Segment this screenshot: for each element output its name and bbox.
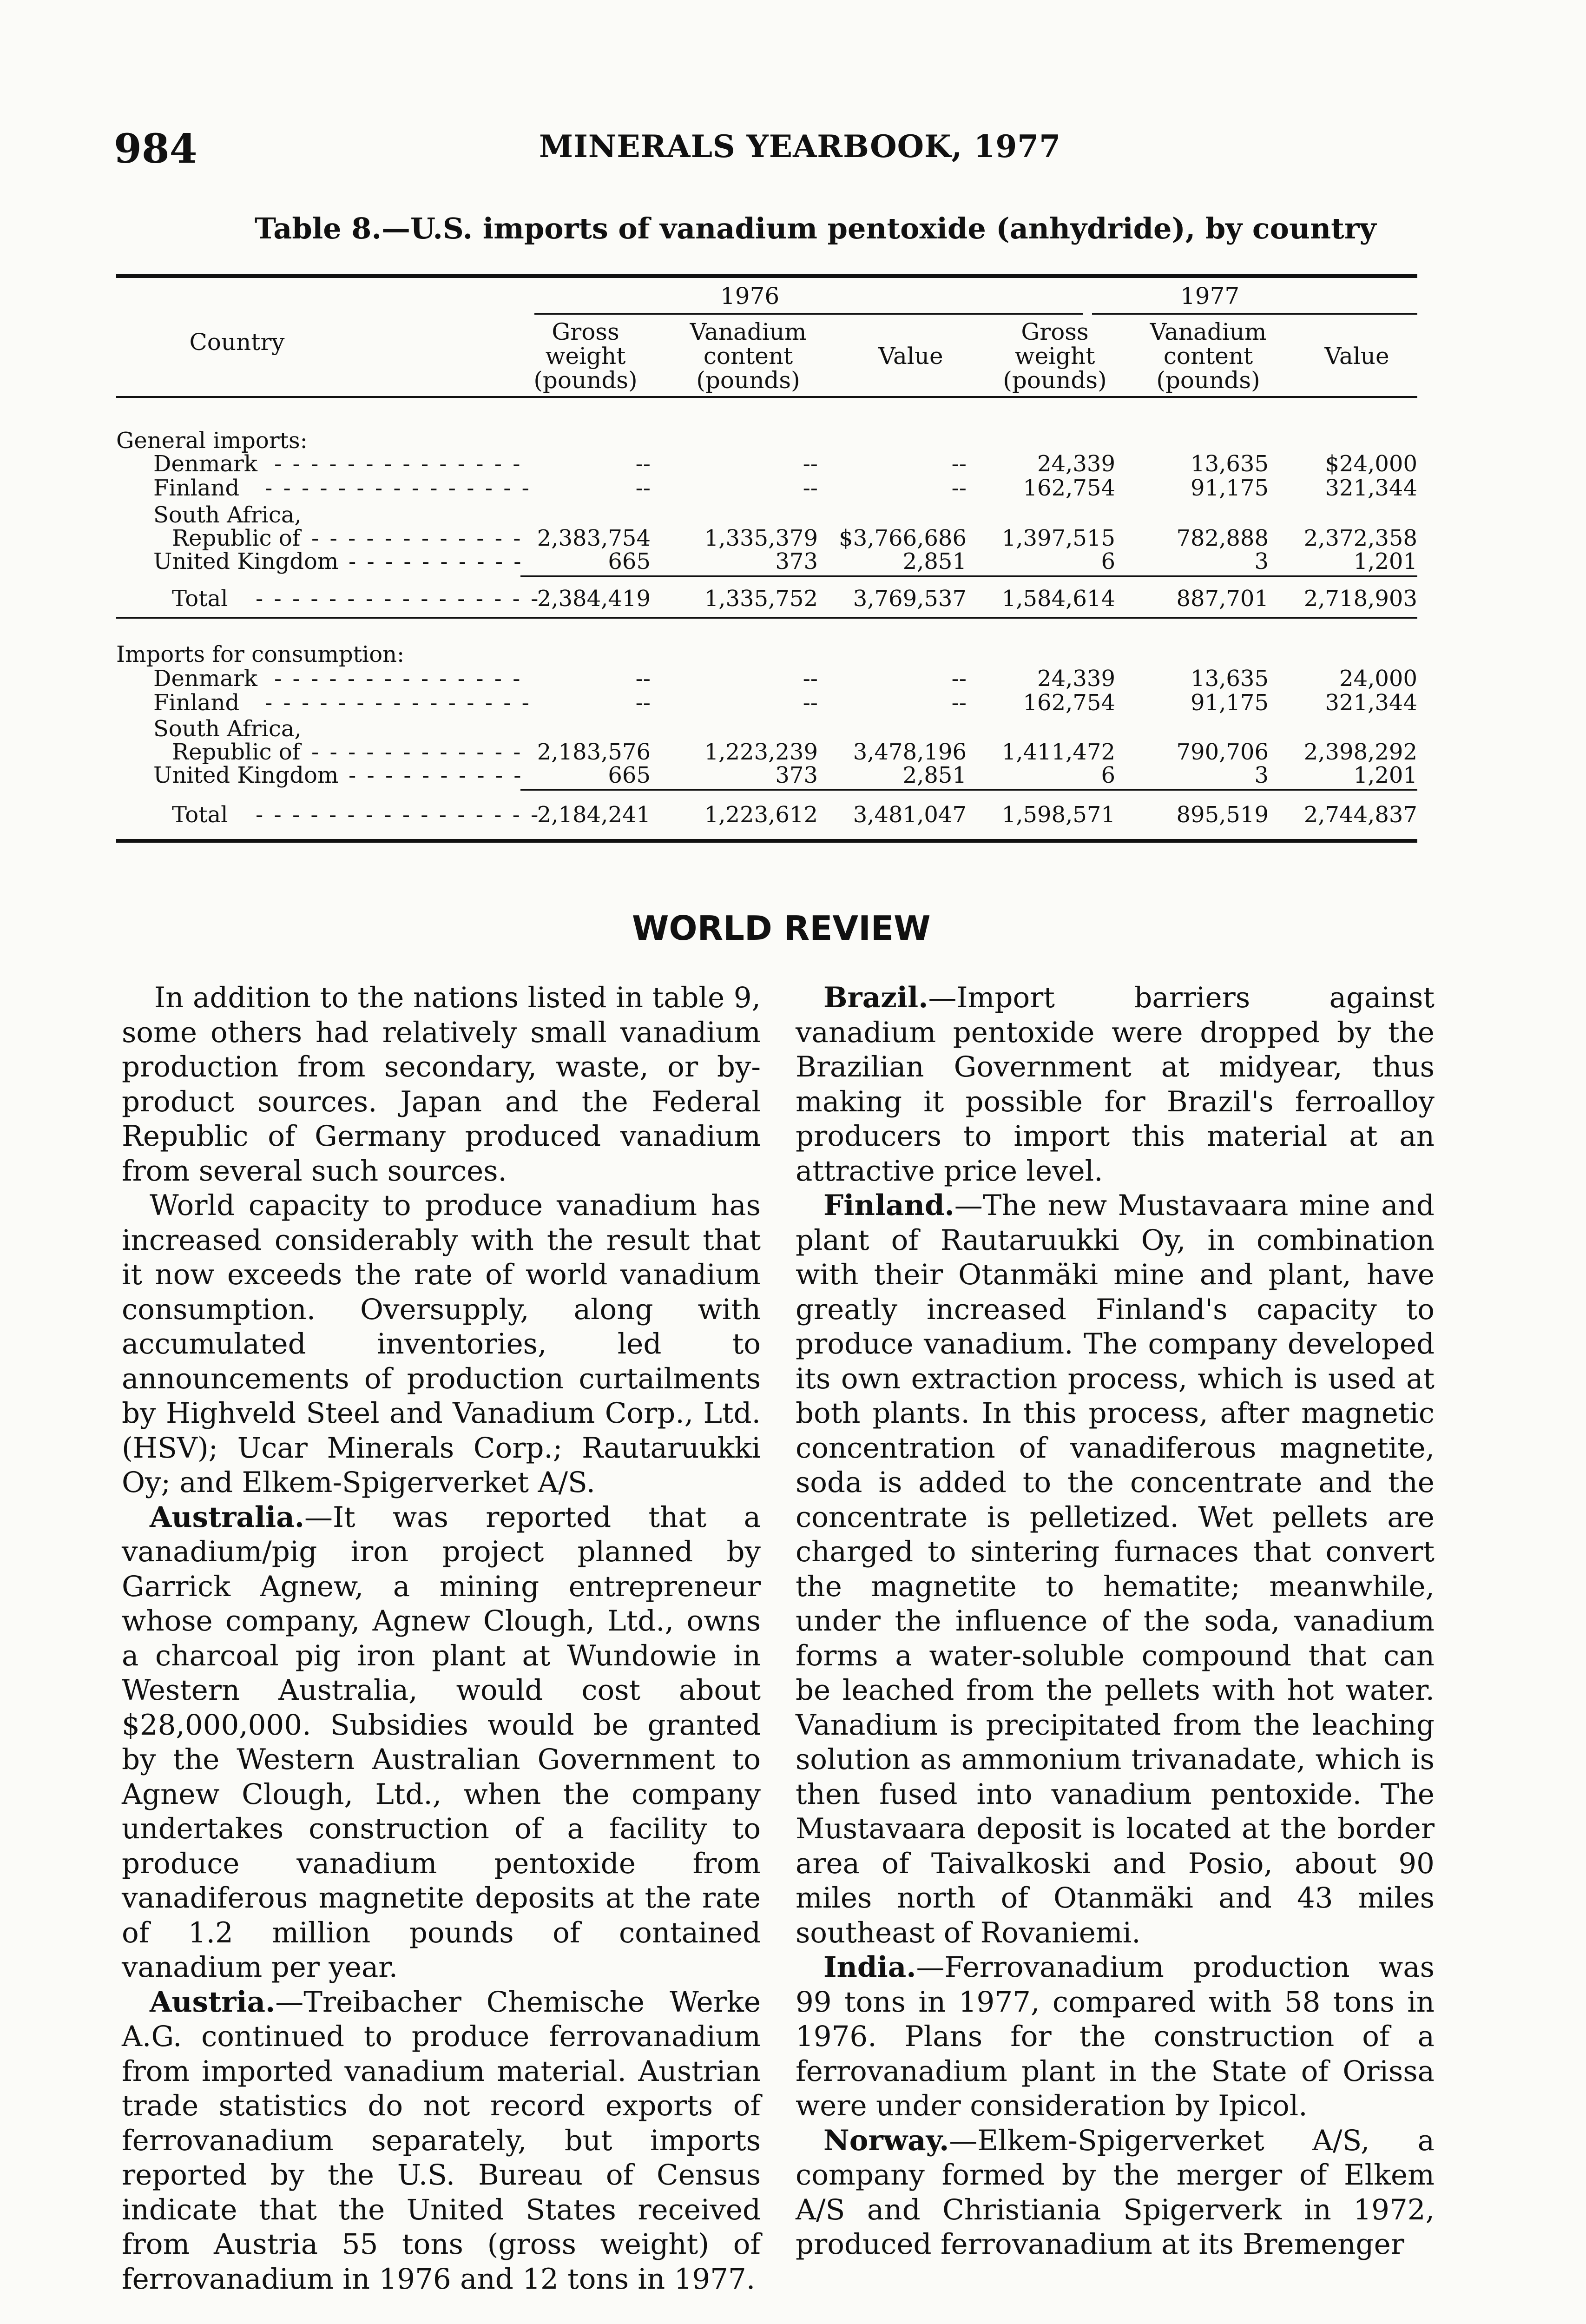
page-header [0, 125, 1586, 177]
total-row: Total - - - - - - - - - - - - - - - - 2,384,419 1,335,752 3,769,537 1,584,614 887,701 2,718,903 [172, 586, 1417, 612]
vanadium-content-1976-header: Vanadium content (pounds) [690, 318, 807, 394]
table-row: Finland - - - - - - - - - - - - - - - -- -- -- 162,754 91,175 321,344 [153, 475, 1417, 501]
table-title [255, 211, 1376, 245]
value-1977-header: Value [1324, 343, 1389, 370]
table-title-text: —U.S. imports of vanadium pentoxide (anhydride), by country [382, 211, 1376, 245]
table-row: South Africa, [153, 502, 302, 528]
table-row: South Africa, [153, 716, 302, 742]
year-1977-rule [1092, 313, 1417, 315]
section-title: WORLD REVIEW [632, 909, 931, 948]
gross-weight-1977-header: Gross weight (pounds) [1003, 318, 1107, 394]
left-column [122, 981, 761, 2297]
table-row: Denmark - - - - - - - - - - - - - - -- -- -- 24,339 13,635 24,000 [153, 666, 1417, 692]
table-row: United Kingdom - - - - - - - - - - 665 373 2,851 6 3 1,201 [153, 762, 1417, 788]
year-1976: 1976 [720, 283, 780, 310]
total-rule [520, 789, 1417, 791]
total-rule [520, 575, 1417, 577]
vanadium-content-1977-header: Vanadium content (pounds) [1150, 318, 1267, 394]
table-row: Finland - - - - - - - - - - - - - - - -- -- -- 162,754 91,175 321,344 [153, 690, 1417, 716]
imports-table [116, 274, 1417, 851]
total-row: Total - - - - - - - - - - - - - - - - 2,184,241 1,223,612 3,481,047 1,598,571 895,519 2,744,837 [172, 802, 1417, 828]
paragraph: India.—Ferrovanadium production was 99 tons in 1977, compared with 58 tons in 1976. Plans for the construction of a ferrovanadium plant in the State of Orissa were under consideration by Ipicol. [796, 1951, 1435, 2122]
header-bottom-rule [116, 396, 1417, 398]
paragraph: Norway.—Elkem-Spigerverket A/S, a company formed by the merger of Elkem A/S and Christiania Spigerverk in 1972, produced ferrovanadium at its Bremenger [796, 2124, 1435, 2261]
table-bottom-rule [116, 839, 1417, 843]
paragraph: World capacity to produce vanadium has increased considerably with the result that it now exceeds the rate of world vanadium consumption. Oversupply, along with accumulated inventories, led to announcements of production curtailments by Highveld Steel and Vanadium Corp., Ltd. (HSV); Ucar Minerals Corp.; Rautaruukki Oy; and Elkem-Spigerverket A/S. [122, 1189, 761, 1499]
year-1977: 1977 [1180, 283, 1240, 310]
table-row: Republic of - - - - - - - - - - - - 2,383,754 1,335,379 $3,766,686 1,397,515 782,888 2,372,358 [172, 525, 1417, 551]
table-row: United Kingdom - - - - - - - - - - 665 373 2,851 6 3 1,201 [153, 548, 1417, 574]
page-number: 984 [114, 125, 197, 172]
section-divider-rule [116, 617, 1417, 619]
table-row: Republic of - - - - - - - - - - - - 2,183,576 1,223,239 3,478,196 1,411,472 790,706 2,398,292 [172, 739, 1417, 765]
section-label-general: General imports: [116, 428, 308, 454]
paragraph: In addition to the nations listed in table 9, some others had relatively small vanadium production from secondary, waste, or by-product sources. Japan and the Federal Republic of Germany produced vanadium from several such sources. [122, 981, 761, 1188]
table-row: Denmark - - - - - - - - - - - - - - -- -- -- 24,339 13,635 $24,000 [153, 451, 1417, 477]
running-title: MINERALS YEARBOOK, 1977 [539, 128, 1061, 165]
paragraph: Austria.—Treibacher Chemische Werke A.G. continued to produce ferrovanadium from imported vanadium material. Austrian trade statistics do not record exports of ferrovanadium separately, but imports reported by the U.S. Bureau of Census indicate that the United States received from Austria 55 tons (gross weight) of ferrovanadium in 1976 and 12 tons in 1977. [122, 1985, 761, 2296]
paragraph: Brazil.—Import barriers against vanadium pentoxide were dropped by the Brazilian Government at midyear, thus making it possible for Brazil's ferroalloy producers to import this material at an attractive price level. [796, 981, 1435, 1188]
right-column [796, 981, 1435, 2262]
value-1976-header: Value [878, 343, 943, 370]
paragraph: Australia.—It was reported that a vanadium/pig iron project planned by Garrick Agnew, a mining entrepreneur whose company, Agnew Clough, Ltd., owns a charcoal pig iron plant at Wundowie in Western Australia, would cost about $28,000,000. Subsidies would be granted by the Western Australian Government to Agnew Clough, Ltd., when the company undertakes construction of a facility to produce vanadium pentoxide from vanadiferous magnetite deposits at the rate of 1.2 million pounds of contained vanadium per year. [122, 1500, 761, 1984]
country-header: Country [189, 329, 285, 356]
year-1976-rule [534, 313, 1083, 315]
section-label-consumption: Imports for consumption: [116, 641, 405, 667]
table-number: Table 8. [255, 211, 382, 245]
table-top-rule [116, 274, 1417, 278]
gross-weight-1976-header: Gross weight (pounds) [533, 318, 638, 394]
paragraph: Finland.—The new Mustavaara mine and plant of Rautaruukki Oy, in combination with their Otanmäki mine and plant, have greatly increased Finland's capacity to produce vanadium. The company developed its own extraction process, which is used at both plants. In this process, after magnetic concentration of vanadiferous magnetite, soda is added to the concentrate and the concentrate is pelletized. Wet pellets are charged to sintering furnaces that convert the magnetite to hematite; meanwhile, under the influence of the soda, vanadium forms a water-soluble compound that can be leached from the pellets with hot water. Vanadium is precipitated from the leaching solution as ammonium trivanadate, which is then fused into vanadium pentoxide. The Mustavaara deposit is located at the border area of Taivalkoski and Posio, about 90 miles north of Otanmäki and 43 miles southeast of Rovaniemi. [796, 1189, 1435, 1949]
